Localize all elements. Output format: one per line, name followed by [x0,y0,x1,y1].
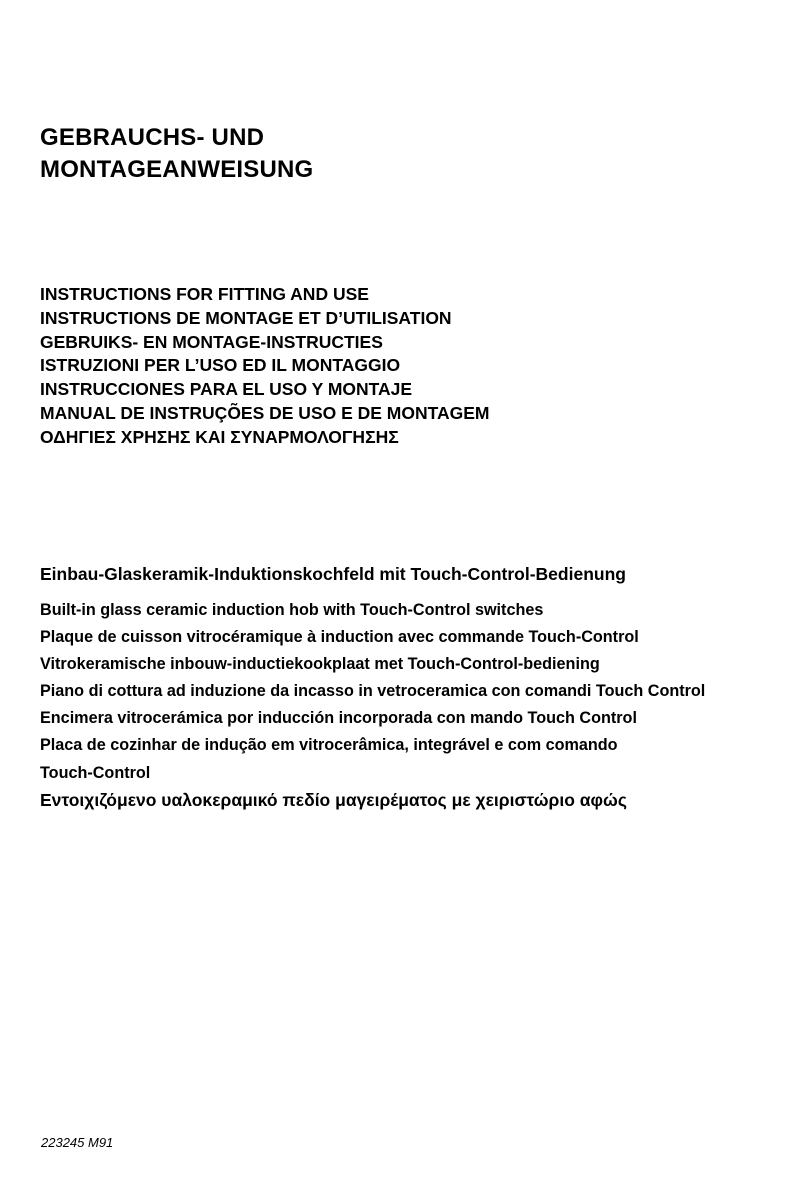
instruction-title-fr: INSTRUCTIONS DE MONTAGE ET D’UTILISATION [40,307,452,328]
product-description-el: Εντοιχιζόμενο υαλοκεραμικό πεδίο μαγειρέματος με χειριστώριο αφώς [40,789,627,810]
instruction-title-es: INSTRUCCIONES PARA EL USO Y MONTAJE [40,379,413,400]
instruction-titles-list [40,283,490,450]
product-description-pt-continued: Touch-Control [40,763,151,782]
product-descriptions-list [40,597,705,814]
instruction-title-nl: GEBRUIKS- EN MONTAGE-INSTRUCTIES [40,331,383,352]
product-heading: Einbau-Glaskeramik-Induktionskochfeld mit Touch-Control-Bedienung [40,564,626,584]
main-title-line-2: MONTAGEANWEISUNG [40,156,314,183]
product-description-it: Piano di cottura ad induzione da incasso in vetroceramica con comandi Touch Control [40,682,706,701]
instruction-title-pt: MANUAL DE INSTRUÇÕES DE USO E DE MONTAGEM [40,402,490,423]
instruction-title-en: INSTRUCTIONS FOR FITTING AND USE [40,284,369,304]
document-code: 223245 M91 [41,1135,114,1150]
product-description-en: Built-in glass ceramic induction hob with Touch-Control switches [40,601,544,619]
instruction-title-it: ISTRUZIONI PER L’USO ED IL MONTAGGIO [40,355,401,376]
product-description-pt: Placa de cozinhar de indução em vitrocerâmica, integrável e com comando [40,736,618,755]
main-title-line-1: GEBRAUCHS- UND [40,124,265,151]
product-description-es: Encimera vitrocerámica por inducción incorporada con mando Touch Control [40,709,637,728]
product-description-fr: Plaque de cuisson vitrocéramique à induction avec commande Touch-Control [40,628,639,647]
product-description-nl: Vitrokeramische inbouw-inductiekookplaat met Touch-Control-bediening [40,655,600,674]
main-title [40,122,313,186]
instruction-title-el: ΟΔΗΓΙΕΣ ΧΡΗΣΗΣ ΚΑΙ ΣΥΝΑΡΜΟΛΟΓΗΣΗΣ [40,426,399,447]
